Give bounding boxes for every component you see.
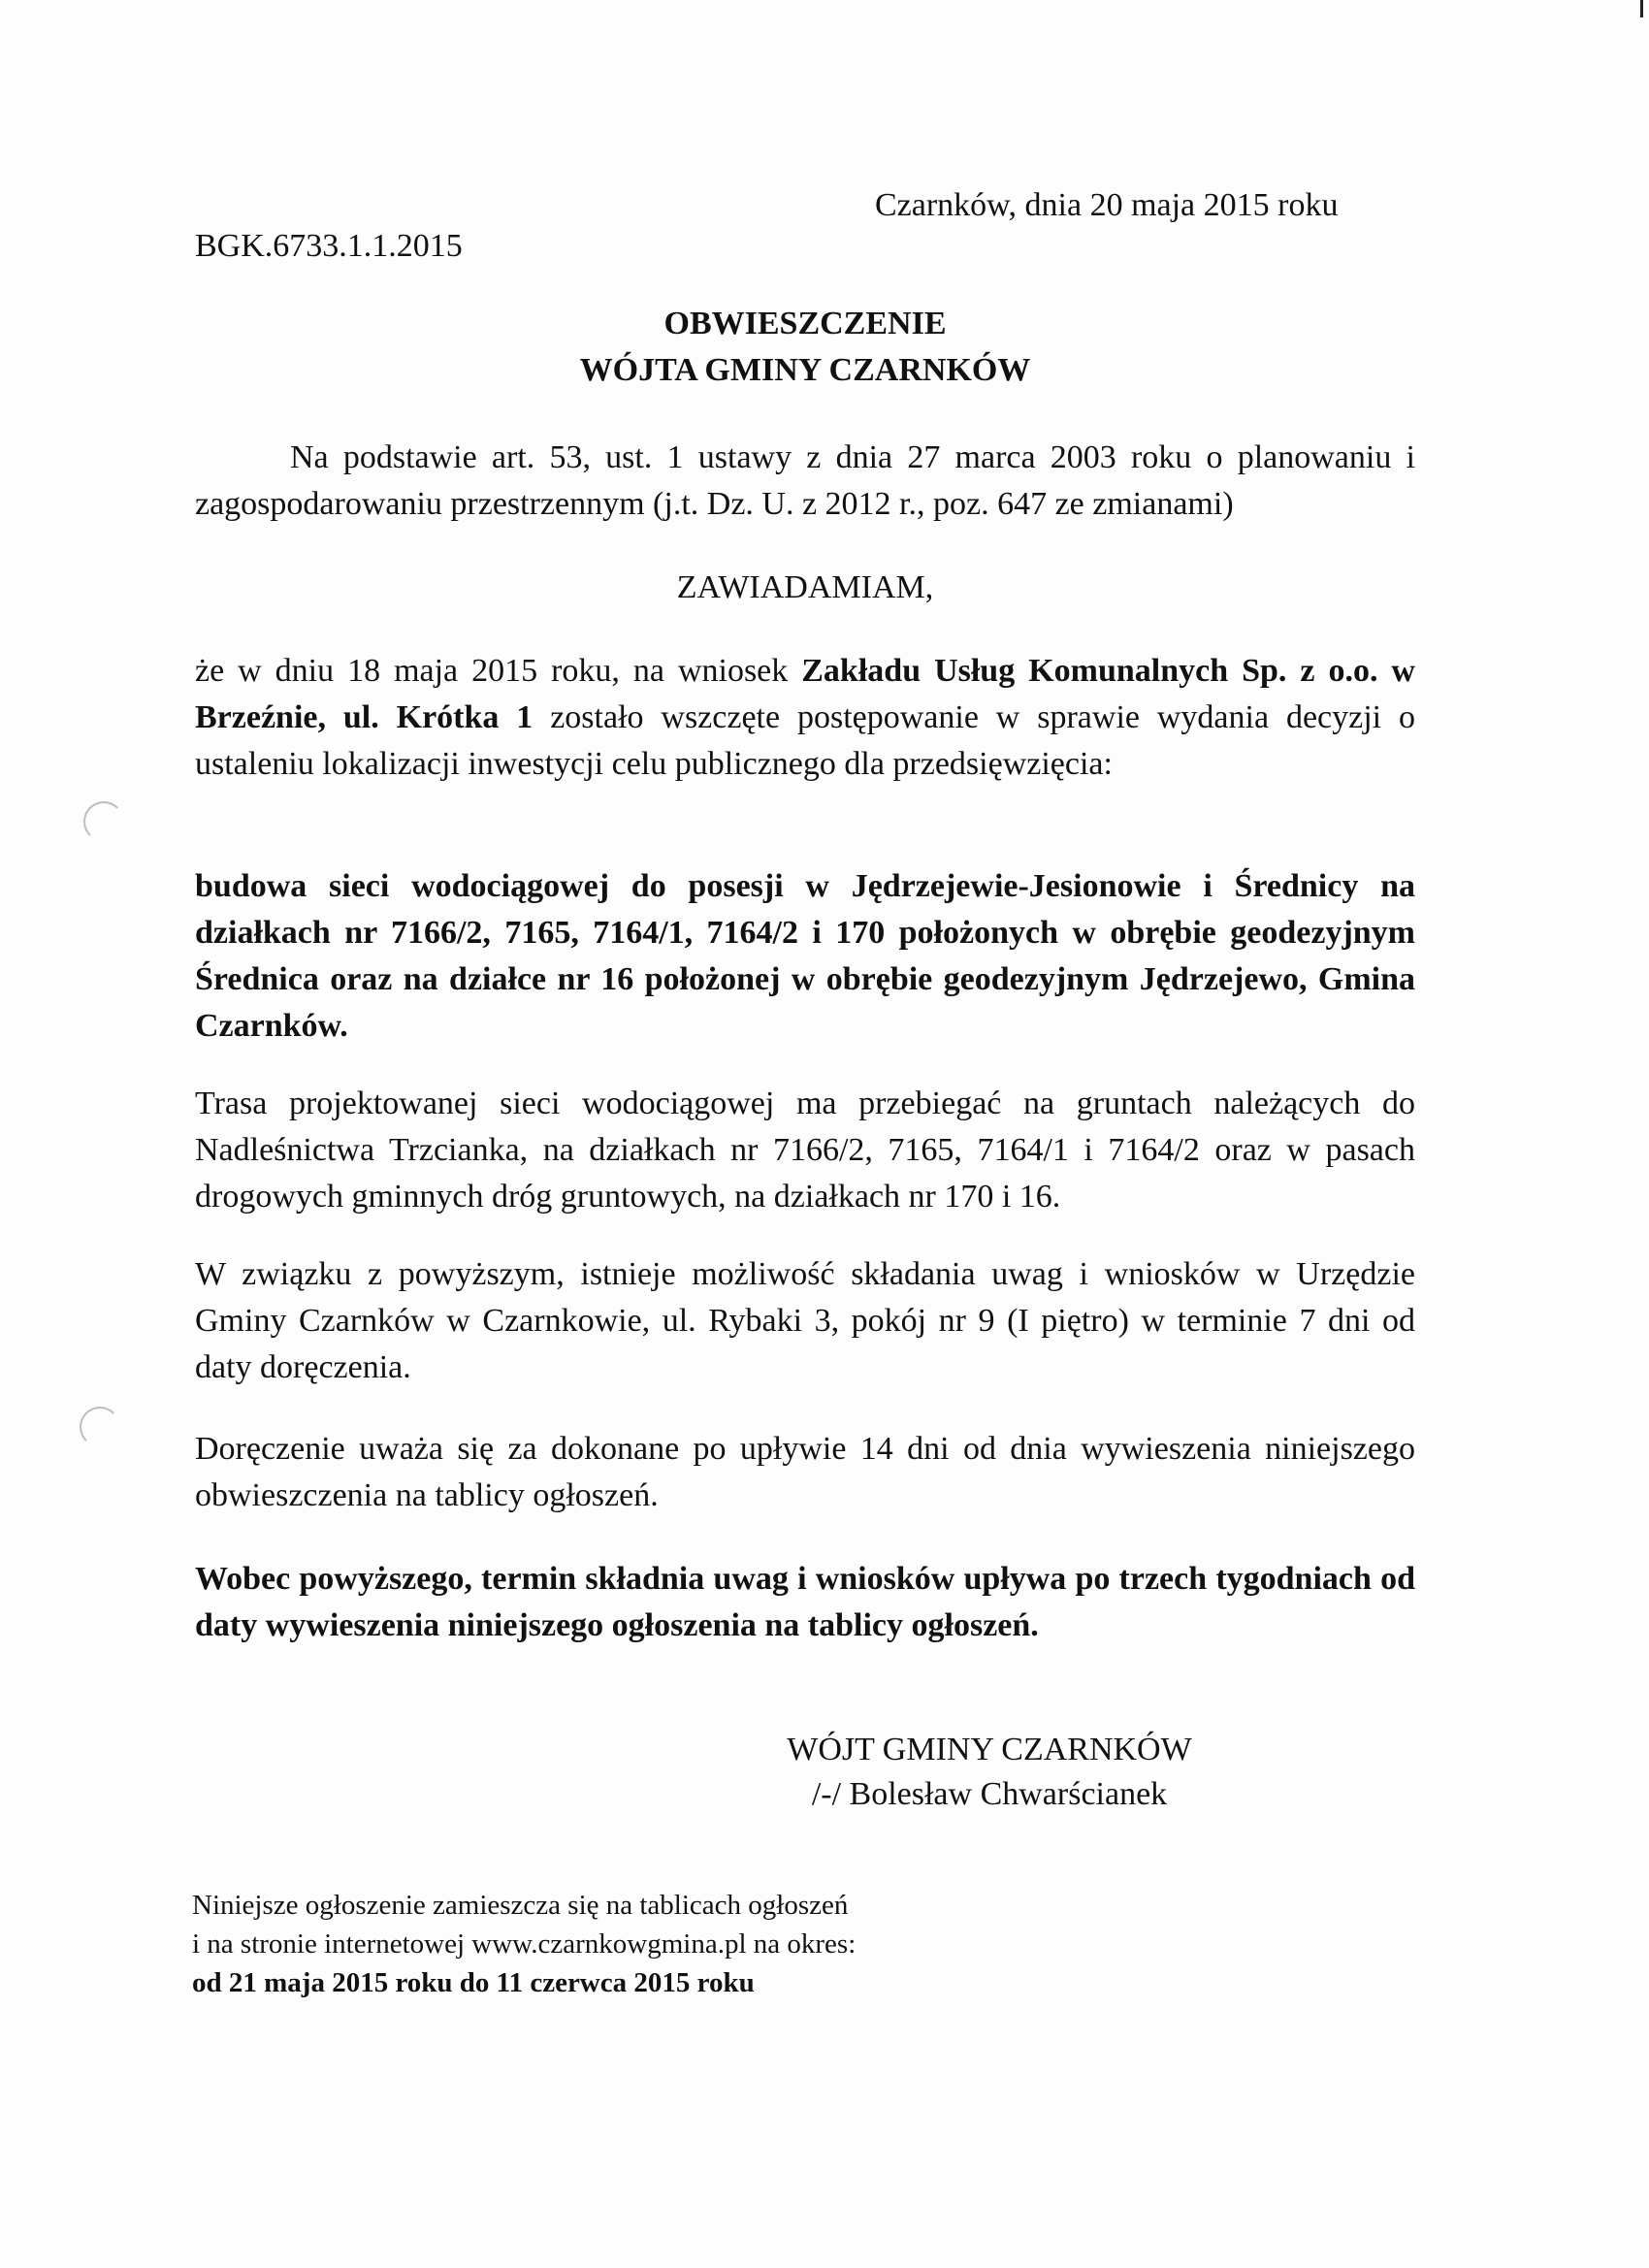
remarks-paragraph: W związku z powyższym, istnieje możliwość składania uwag i wniosków w Urzędzie Gminy Czarnków w Czarnkowie, ul. Rybaki 3, pokój nr 9 (I piętro) w terminie 7 dni od daty doręczenia.: [195, 1256, 1415, 1385]
punch-hole-mark: [80, 1407, 120, 1447]
announce-heading: ZAWIADAMIAM,: [676, 569, 934, 605]
intro-text: że w dniu 18 maja 2015 roku, na wniosek: [195, 653, 802, 689]
signature-title: WÓJT GMINY CZARNKÓW: [787, 1732, 1192, 1767]
footer-line-2: i na stronie internetowej www.czarnkowgmina.pl na okres:: [192, 1928, 857, 1960]
punch-hole-mark: [83, 801, 124, 842]
intro-text-continued: zostało wszczęte postępowanie w sprawie wydania decyzji o ustaleniu lokalizacji inwestycji celu publicznego dla przedsięwzięcia:: [195, 699, 1415, 782]
title-line-2: WÓJTA GMINY CZARNKÓW: [579, 352, 1031, 388]
scan-edge-mark: [1640, 0, 1643, 17]
title-line-1: OBWIESZCZENIE: [663, 306, 947, 341]
footer-line-3: od 21 maja 2015 roku do 11 czerwca 2015 roku: [192, 1967, 755, 1998]
signature-name: /-/ Bolesław Chwarścianek: [811, 1776, 1168, 1812]
delivery-paragraph: Doręczenie uważa się za dokonane po upływie 14 dni od dnia wywieszenia niniejszego obwieszczenia na tablicy ogłoszeń.: [195, 1431, 1415, 1513]
deadline-paragraph: Wobec powyższego, termin składnia uwag i wniosków upływa po trzech tygodniach od daty wywieszenia niniejszego ogłoszenia na tablicy ogłoszeń.: [195, 1561, 1415, 1643]
project-description: budowa sieci wodociągowej do posesji w Jędrzejewie-Jesionowie i Średnicy na działkach nr 7166/2, 7165, 7164/1, 7164/2 i 170 położonych w obrębie geodezyjnym Średnica oraz na działce nr 16 położonej w obrębie geodezyjnym Jędrzejewo, Gmina Czarnków.: [195, 868, 1415, 1044]
intro-paragraph: [195, 648, 1415, 788]
reference-number: BGK.6733.1.1.2015: [195, 228, 463, 264]
applicant-name: Zakładu Usług Komunalnych Sp. z o.o. w Brzeźnie, ul. Krótka 1: [195, 653, 1415, 735]
route-paragraph: Trasa projektowanej sieci wodociągowej ma przebiegać na gruntach należących do Nadleśnictwa Trzcianka, na działkach nr 7166/2, 7165, 7164/1 i 7164/2 oraz w pasach drogowych gminnych dróg gruntowych, na działkach nr 170 i 16.: [195, 1085, 1415, 1215]
date-line: Czarnków, dnia 20 maja 2015 roku: [875, 187, 1339, 223]
legal-basis-paragraph: Na podstawie art. 53, ust. 1 ustawy z dnia 27 marca 2003 roku o planowaniu i zagospodarowaniu przestrzennym (j.t. Dz. U. z 2012 r., poz. 647 ze zmianami): [195, 439, 1415, 522]
footer-line-1: Niniejsze ogłoszenie zamieszcza się na tablicach ogłoszeń: [192, 1890, 849, 1921]
